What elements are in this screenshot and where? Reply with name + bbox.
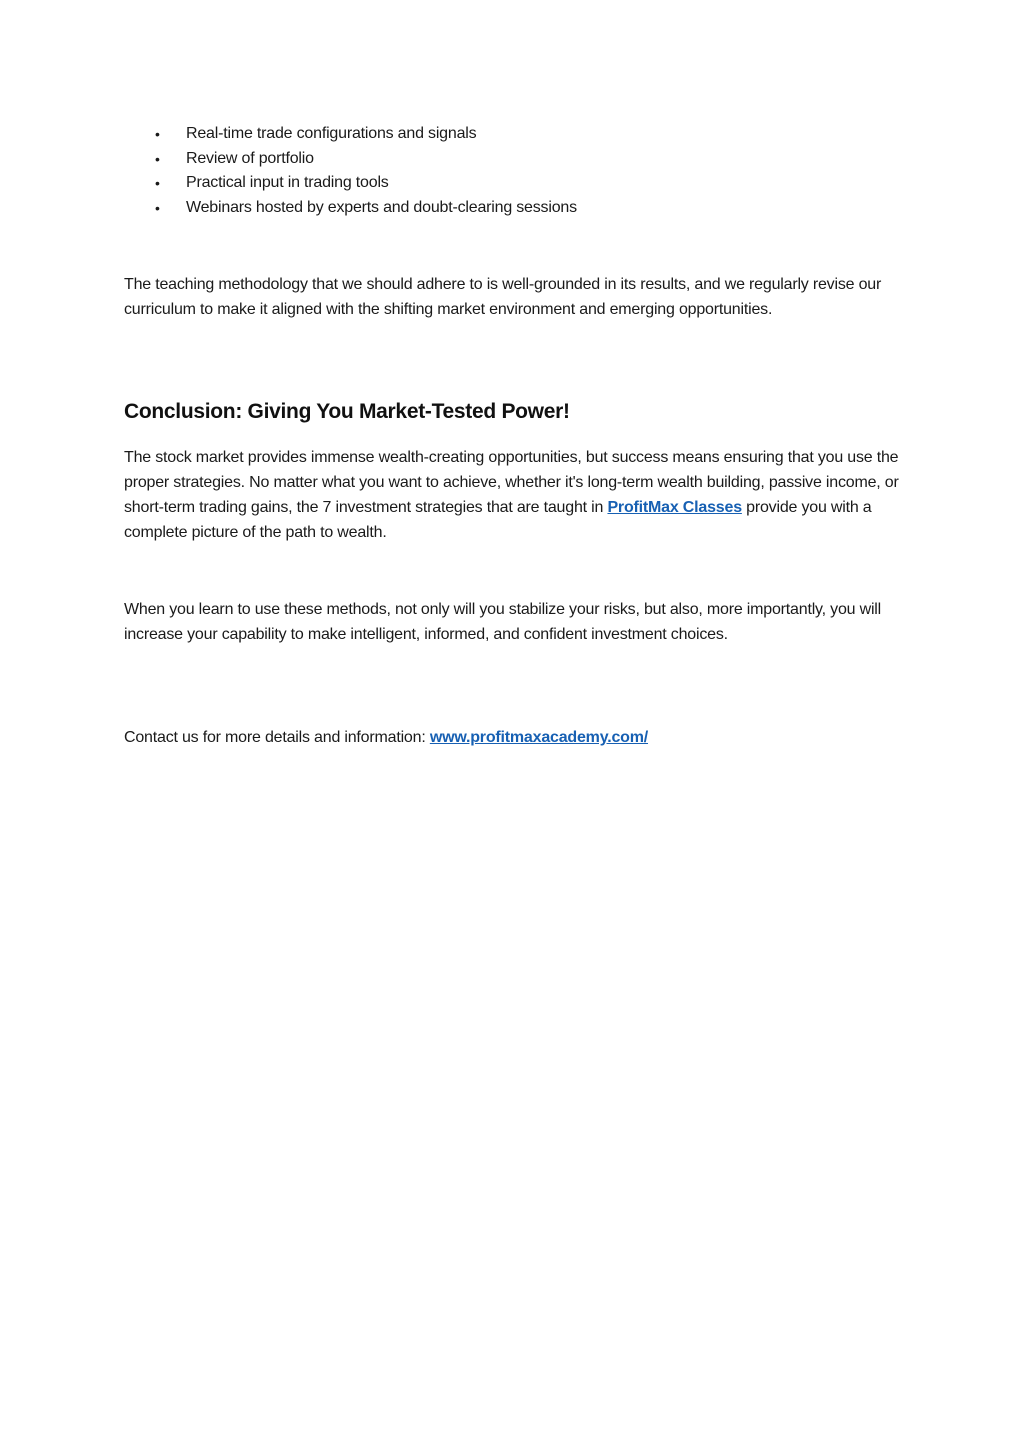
conclusion-text-after-link: provide you with a complete picture of the path to wealth. xyxy=(124,499,872,541)
bullet-text: Review of portfolio xyxy=(186,149,314,167)
bullet-text: Practical input in trading tools xyxy=(186,174,389,192)
bullet-item xyxy=(124,171,894,196)
contact-label: Contact us for more details and information: xyxy=(124,729,430,746)
website-link[interactable]: www.profitmaxacademy.com/ xyxy=(429,729,649,746)
methodology-paragraph: The teaching methodology that we should adhere to is well-grounded in its results, and we regularly revise our curriculum to make it aligned with the shifting market environment and emerging opportunities. xyxy=(124,276,882,318)
bullet-icon: • xyxy=(155,150,160,167)
bullet-icon: • xyxy=(155,126,160,142)
benefits-paragraph: When you learn to use these methods, not only will you stabilize your risks, but also, more importantly, you will increase your capability to make intelligent, informed, and confident investment choices. xyxy=(124,601,882,643)
conclusion-heading: Conclusion: Giving You Market-Tested Power! xyxy=(124,400,570,423)
bullet-item xyxy=(124,147,894,172)
conclusion-text-before-link: The stock market provides immense wealth-creating opportunities, but success means ensuring that you use the proper strategies. No matter what you want to achieve, whether it's long-term wealth building, passive income, or short-term trading gains, the 7 investment strategies that are taught in xyxy=(124,449,899,516)
contact-line xyxy=(124,725,899,750)
bullet-text: Webinars hosted by experts and doubt-clearing sessions xyxy=(186,198,577,216)
bullet-text: Real-time trade configurations and signals xyxy=(186,125,477,142)
bullet-item xyxy=(124,122,894,147)
bullet-icon: • xyxy=(155,199,160,216)
bullet-icon: • xyxy=(155,175,160,192)
conclusion-paragraph xyxy=(124,445,899,545)
profitmax-classes-link[interactable]: ProfitMax Classes xyxy=(607,499,742,516)
features-bullet-list xyxy=(124,122,894,220)
bullet-item xyxy=(124,196,894,221)
